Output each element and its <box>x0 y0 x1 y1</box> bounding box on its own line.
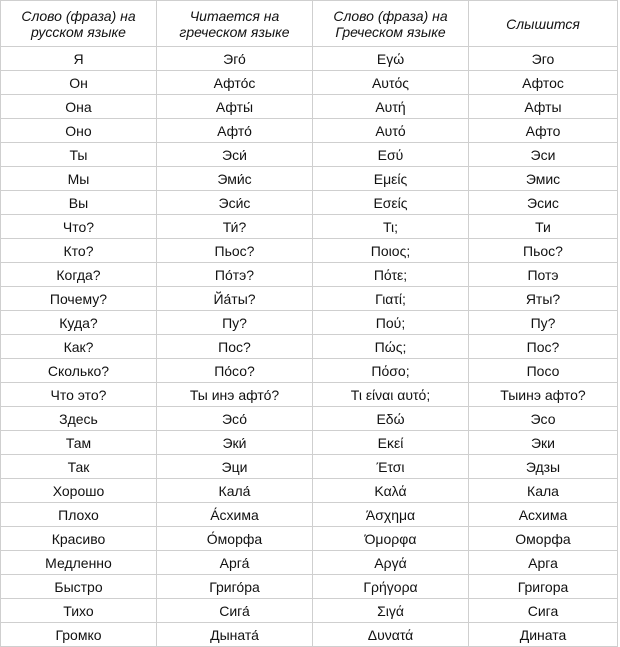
russian-word-cell: Тихо <box>1 599 157 623</box>
heard-as-cell: Кала <box>469 479 618 503</box>
heard-as-cell: Посо <box>469 359 618 383</box>
table-row <box>1 119 618 143</box>
greek-reading-cell: Арга́ <box>157 551 313 575</box>
russian-word-cell: Я <box>1 47 157 71</box>
russian-word-cell: Оно <box>1 119 157 143</box>
table-row <box>1 455 618 479</box>
greek-word-cell: Εσύ <box>313 143 469 167</box>
table-row <box>1 95 618 119</box>
greek-word-cell: Γιατί; <box>313 287 469 311</box>
greek-reading-cell: Сига́ <box>157 599 313 623</box>
greek-word-cell: Όμορφα <box>313 527 469 551</box>
heard-as-cell: Афтос <box>469 71 618 95</box>
greek-word-cell: Εκεί <box>313 431 469 455</box>
greek-reading-cell: Эми́с <box>157 167 313 191</box>
russian-word-cell: Что это? <box>1 383 157 407</box>
table-row <box>1 503 618 527</box>
heard-as-cell: Оморфа <box>469 527 618 551</box>
greek-reading-cell: Григо́ра <box>157 575 313 599</box>
heard-as-cell: Пос? <box>469 335 618 359</box>
table-row <box>1 431 618 455</box>
greek-reading-cell: Пу? <box>157 311 313 335</box>
table-row <box>1 383 618 407</box>
greek-word-cell: Έτσι <box>313 455 469 479</box>
russian-word-cell: Громко <box>1 623 157 647</box>
table-row <box>1 47 618 71</box>
russian-word-cell: Она <box>1 95 157 119</box>
greek-word-cell: Άσχημα <box>313 503 469 527</box>
heard-as-cell: Пу? <box>469 311 618 335</box>
table-row <box>1 143 618 167</box>
greek-word-cell: Δυνατά <box>313 623 469 647</box>
heard-as-cell: Арга <box>469 551 618 575</box>
header-greek-reading: Читается на греческом языке <box>157 1 313 47</box>
russian-word-cell: Там <box>1 431 157 455</box>
heard-as-cell: Эки <box>469 431 618 455</box>
heard-as-cell: Эсис <box>469 191 618 215</box>
greek-word-cell: Εμείς <box>313 167 469 191</box>
greek-reading-cell: Афто́ <box>157 119 313 143</box>
table-row <box>1 407 618 431</box>
russian-word-cell: Куда? <box>1 311 157 335</box>
heard-as-cell: Яты? <box>469 287 618 311</box>
russian-word-cell: Медленно <box>1 551 157 575</box>
russian-word-cell: Как? <box>1 335 157 359</box>
heard-as-cell: Эсо <box>469 407 618 431</box>
greek-word-cell: Εγώ <box>313 47 469 71</box>
russian-word-cell: Он <box>1 71 157 95</box>
greek-reading-cell: Пьос? <box>157 239 313 263</box>
table-row <box>1 479 618 503</box>
russian-word-cell: Красиво <box>1 527 157 551</box>
greek-word-cell: Πού; <box>313 311 469 335</box>
greek-reading-cell: Афты́ <box>157 95 313 119</box>
table-row <box>1 335 618 359</box>
russian-word-cell: Быстро <box>1 575 157 599</box>
table-row <box>1 551 618 575</box>
greek-word-cell: Γρήγορα <box>313 575 469 599</box>
greek-reading-cell: А́схима <box>157 503 313 527</box>
russian-word-cell: Так <box>1 455 157 479</box>
greek-word-cell: Πόσο; <box>313 359 469 383</box>
greek-reading-cell: Дыната́ <box>157 623 313 647</box>
greek-word-cell: Τι; <box>313 215 469 239</box>
table-row <box>1 239 618 263</box>
greek-word-cell: Εσείς <box>313 191 469 215</box>
heard-as-cell: Сига <box>469 599 618 623</box>
table-row <box>1 311 618 335</box>
russian-word-cell: Вы <box>1 191 157 215</box>
russian-word-cell: Плохо <box>1 503 157 527</box>
table-row <box>1 599 618 623</box>
heard-as-cell: Ти <box>469 215 618 239</box>
greek-word-cell: Πότε; <box>313 263 469 287</box>
table-row <box>1 575 618 599</box>
heard-as-cell: Афто <box>469 119 618 143</box>
greek-word-cell: Αργά <box>313 551 469 575</box>
table-row <box>1 215 618 239</box>
greek-reading-cell: Пос? <box>157 335 313 359</box>
heard-as-cell: Тыинэ афто? <box>469 383 618 407</box>
greek-reading-cell: Ти́? <box>157 215 313 239</box>
russian-word-cell: Сколько? <box>1 359 157 383</box>
greek-word-cell: Αυτό <box>313 119 469 143</box>
greek-reading-cell: Кала́ <box>157 479 313 503</box>
greek-reading-cell: Йа́ты? <box>157 287 313 311</box>
header-greek-word: Слово (фраза) на Греческом языке <box>313 1 469 47</box>
greek-word-cell: Σιγά <box>313 599 469 623</box>
header-row <box>1 1 618 47</box>
russian-word-cell: Ты <box>1 143 157 167</box>
table-row <box>1 359 618 383</box>
greek-reading-cell: По́со? <box>157 359 313 383</box>
heard-as-cell: Афты <box>469 95 618 119</box>
greek-word-cell: Εδώ <box>313 407 469 431</box>
greek-word-cell: Ποιος; <box>313 239 469 263</box>
table-row <box>1 71 618 95</box>
russian-word-cell: Здесь <box>1 407 157 431</box>
greek-reading-cell: Афто́с <box>157 71 313 95</box>
heard-as-cell: Эмис <box>469 167 618 191</box>
heard-as-cell: Эдзы <box>469 455 618 479</box>
header-russian-word: Слово (фраза) на русском языке <box>1 1 157 47</box>
greek-reading-cell: По́тэ? <box>157 263 313 287</box>
table-row <box>1 287 618 311</box>
russian-word-cell: Что? <box>1 215 157 239</box>
table-row <box>1 527 618 551</box>
greek-reading-cell: Эси́ <box>157 143 313 167</box>
greek-word-cell: Αυτός <box>313 71 469 95</box>
table-row <box>1 263 618 287</box>
heard-as-cell: Эго <box>469 47 618 71</box>
greek-reading-cell: Эци <box>157 455 313 479</box>
greek-reading-cell: Эго́ <box>157 47 313 71</box>
greek-reading-cell: Ты инэ афто́? <box>157 383 313 407</box>
russian-word-cell: Почему? <box>1 287 157 311</box>
greek-word-cell: Τι είναι αυτό; <box>313 383 469 407</box>
russian-word-cell: Когда? <box>1 263 157 287</box>
header-heard-as: Слышится <box>469 1 618 47</box>
russian-word-cell: Мы <box>1 167 157 191</box>
russian-word-cell: Хорошо <box>1 479 157 503</box>
table-row <box>1 191 618 215</box>
greek-word-cell: Καλά <box>313 479 469 503</box>
heard-as-cell: Асхима <box>469 503 618 527</box>
heard-as-cell: Григора <box>469 575 618 599</box>
greek-word-cell: Αυτή <box>313 95 469 119</box>
heard-as-cell: Эси <box>469 143 618 167</box>
table-row <box>1 167 618 191</box>
heard-as-cell: Потэ <box>469 263 618 287</box>
heard-as-cell: Пьос? <box>469 239 618 263</box>
greek-reading-cell: Эси́с <box>157 191 313 215</box>
heard-as-cell: Дината <box>469 623 618 647</box>
greek-word-cell: Πώς; <box>313 335 469 359</box>
russian-word-cell: Кто? <box>1 239 157 263</box>
greek-reading-cell: Эсо́ <box>157 407 313 431</box>
greek-reading-cell: Эки́ <box>157 431 313 455</box>
greek-reading-cell: О́морфа <box>157 527 313 551</box>
